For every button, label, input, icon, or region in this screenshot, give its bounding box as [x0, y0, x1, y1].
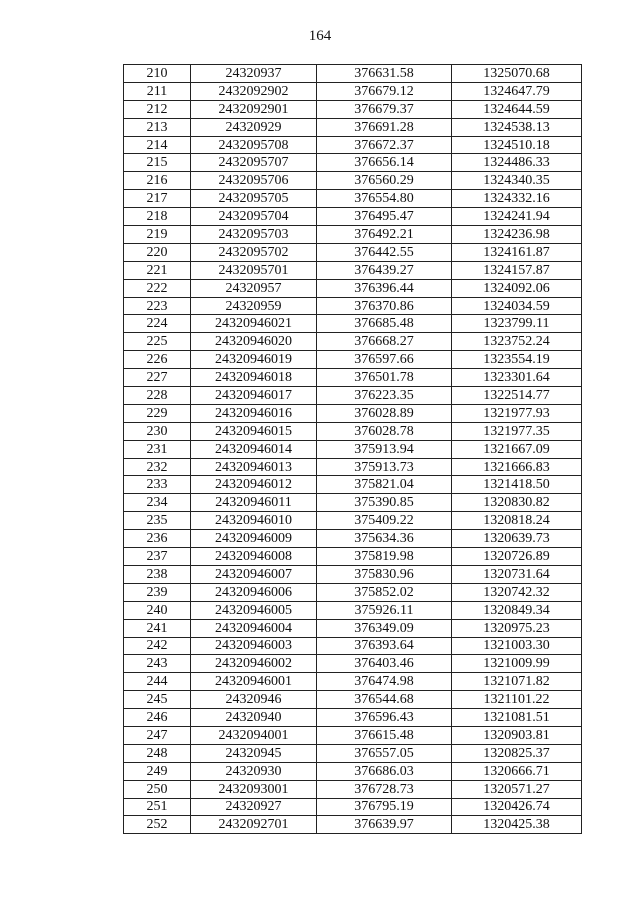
row-number-cell: 238 [124, 565, 191, 583]
y-coordinate-cell: 1320666.71 [452, 762, 582, 780]
y-coordinate-cell: 1321977.93 [452, 404, 582, 422]
row-number-cell: 234 [124, 494, 191, 512]
x-coordinate-cell: 375913.73 [317, 458, 452, 476]
point-id-cell: 2432092902 [191, 82, 317, 100]
page-number: 164 [308, 28, 332, 44]
table-row [124, 243, 582, 261]
table-row [124, 601, 582, 619]
y-coordinate-cell: 1320849.34 [452, 601, 582, 619]
x-coordinate-cell: 376639.97 [317, 816, 452, 834]
row-number-cell: 250 [124, 780, 191, 798]
x-coordinate-cell: 376597.66 [317, 351, 452, 369]
row-number-cell: 251 [124, 798, 191, 816]
x-coordinate-cell: 376596.43 [317, 709, 452, 727]
coordinates-table [123, 64, 582, 834]
y-coordinate-cell: 1320825.37 [452, 744, 582, 762]
x-coordinate-cell: 375913.94 [317, 440, 452, 458]
table-row [124, 136, 582, 154]
row-number-cell: 215 [124, 154, 191, 172]
x-coordinate-cell: 376223.35 [317, 387, 452, 405]
point-id-cell: 24320946004 [191, 619, 317, 637]
x-coordinate-cell: 376544.68 [317, 691, 452, 709]
point-id-cell: 2432095705 [191, 190, 317, 208]
point-id-cell: 24320946 [191, 691, 317, 709]
table-row [124, 369, 582, 387]
table-row [124, 780, 582, 798]
point-id-cell: 24320946010 [191, 512, 317, 530]
table-row [124, 548, 582, 566]
x-coordinate-cell: 376631.58 [317, 65, 452, 83]
table-row [124, 154, 582, 172]
x-coordinate-cell: 375634.36 [317, 530, 452, 548]
point-id-cell: 24320957 [191, 279, 317, 297]
table-row [124, 279, 582, 297]
table-row [124, 440, 582, 458]
y-coordinate-cell: 1321003.30 [452, 637, 582, 655]
y-coordinate-cell: 1324161.87 [452, 243, 582, 261]
table-row [124, 404, 582, 422]
x-coordinate-cell: 376492.21 [317, 226, 452, 244]
point-id-cell: 24320959 [191, 297, 317, 315]
row-number-cell: 226 [124, 351, 191, 369]
point-id-cell: 2432095701 [191, 261, 317, 279]
point-id-cell: 2432094001 [191, 726, 317, 744]
y-coordinate-cell: 1324236.98 [452, 226, 582, 244]
y-coordinate-cell: 1323799.11 [452, 315, 582, 333]
x-coordinate-cell: 376370.86 [317, 297, 452, 315]
x-coordinate-cell: 376672.37 [317, 136, 452, 154]
row-number-cell: 243 [124, 655, 191, 673]
point-id-cell: 24320946009 [191, 530, 317, 548]
x-coordinate-cell: 376396.44 [317, 279, 452, 297]
x-coordinate-cell: 376028.78 [317, 422, 452, 440]
table-row [124, 65, 582, 83]
table-row [124, 208, 582, 226]
point-id-cell: 24320946005 [191, 601, 317, 619]
y-coordinate-cell: 1320426.74 [452, 798, 582, 816]
y-coordinate-cell: 1320830.82 [452, 494, 582, 512]
y-coordinate-cell: 1320571.27 [452, 780, 582, 798]
point-id-cell: 24320930 [191, 762, 317, 780]
point-id-cell: 24320946015 [191, 422, 317, 440]
row-number-cell: 240 [124, 601, 191, 619]
row-number-cell: 239 [124, 583, 191, 601]
row-number-cell: 217 [124, 190, 191, 208]
table-row [124, 494, 582, 512]
row-number-cell: 246 [124, 709, 191, 727]
x-coordinate-cell: 376557.05 [317, 744, 452, 762]
x-coordinate-cell: 375390.85 [317, 494, 452, 512]
y-coordinate-cell: 1324647.79 [452, 82, 582, 100]
point-id-cell: 24320946016 [191, 404, 317, 422]
point-id-cell: 24320946020 [191, 333, 317, 351]
row-number-cell: 225 [124, 333, 191, 351]
y-coordinate-cell: 1324486.33 [452, 154, 582, 172]
row-number-cell: 222 [124, 279, 191, 297]
y-coordinate-cell: 1324340.35 [452, 172, 582, 190]
y-coordinate-cell: 1320731.64 [452, 565, 582, 583]
y-coordinate-cell: 1320639.73 [452, 530, 582, 548]
row-number-cell: 221 [124, 261, 191, 279]
table-row [124, 512, 582, 530]
x-coordinate-cell: 376474.98 [317, 673, 452, 691]
x-coordinate-cell: 375409.22 [317, 512, 452, 530]
x-coordinate-cell: 376560.29 [317, 172, 452, 190]
table-row [124, 691, 582, 709]
row-number-cell: 213 [124, 118, 191, 136]
table-row [124, 118, 582, 136]
x-coordinate-cell: 376615.48 [317, 726, 452, 744]
x-coordinate-cell: 375821.04 [317, 476, 452, 494]
x-coordinate-cell: 376495.47 [317, 208, 452, 226]
x-coordinate-cell: 375852.02 [317, 583, 452, 601]
row-number-cell: 214 [124, 136, 191, 154]
row-number-cell: 230 [124, 422, 191, 440]
table-row [124, 100, 582, 118]
row-number-cell: 232 [124, 458, 191, 476]
row-number-cell: 249 [124, 762, 191, 780]
y-coordinate-cell: 1320425.38 [452, 816, 582, 834]
x-coordinate-cell: 376668.27 [317, 333, 452, 351]
table-row [124, 333, 582, 351]
table-row [124, 226, 582, 244]
point-id-cell: 2432095706 [191, 172, 317, 190]
y-coordinate-cell: 1321667.09 [452, 440, 582, 458]
x-coordinate-cell: 375819.98 [317, 548, 452, 566]
table-row [124, 709, 582, 727]
point-id-cell: 24320946021 [191, 315, 317, 333]
y-coordinate-cell: 1324510.18 [452, 136, 582, 154]
point-id-cell: 2432093001 [191, 780, 317, 798]
x-coordinate-cell: 376501.78 [317, 369, 452, 387]
x-coordinate-cell: 376442.55 [317, 243, 452, 261]
table-row [124, 619, 582, 637]
point-id-cell: 24320946002 [191, 655, 317, 673]
point-id-cell: 24320946019 [191, 351, 317, 369]
row-number-cell: 229 [124, 404, 191, 422]
x-coordinate-cell: 376656.14 [317, 154, 452, 172]
point-id-cell: 24320946008 [191, 548, 317, 566]
y-coordinate-cell: 1320742.32 [452, 583, 582, 601]
table-row [124, 762, 582, 780]
row-number-cell: 244 [124, 673, 191, 691]
table-row [124, 351, 582, 369]
row-number-cell: 211 [124, 82, 191, 100]
y-coordinate-cell: 1320903.81 [452, 726, 582, 744]
x-coordinate-cell: 376679.37 [317, 100, 452, 118]
y-coordinate-cell: 1321071.82 [452, 673, 582, 691]
table-row [124, 82, 582, 100]
table-row [124, 816, 582, 834]
y-coordinate-cell: 1321101.22 [452, 691, 582, 709]
x-coordinate-cell: 375926.11 [317, 601, 452, 619]
table-body [124, 65, 582, 834]
x-coordinate-cell: 376685.48 [317, 315, 452, 333]
point-id-cell: 2432095702 [191, 243, 317, 261]
point-id-cell: 2432092701 [191, 816, 317, 834]
table-row [124, 673, 582, 691]
row-number-cell: 237 [124, 548, 191, 566]
y-coordinate-cell: 1323554.19 [452, 351, 582, 369]
y-coordinate-cell: 1324034.59 [452, 297, 582, 315]
y-coordinate-cell: 1320975.23 [452, 619, 582, 637]
point-id-cell: 24320946013 [191, 458, 317, 476]
x-coordinate-cell: 376403.46 [317, 655, 452, 673]
table-row [124, 565, 582, 583]
table-row [124, 744, 582, 762]
row-number-cell: 252 [124, 816, 191, 834]
row-number-cell: 242 [124, 637, 191, 655]
x-coordinate-cell: 376393.64 [317, 637, 452, 655]
y-coordinate-cell: 1324241.94 [452, 208, 582, 226]
table-row [124, 387, 582, 405]
point-id-cell: 24320945 [191, 744, 317, 762]
row-number-cell: 212 [124, 100, 191, 118]
row-number-cell: 245 [124, 691, 191, 709]
row-number-cell: 231 [124, 440, 191, 458]
x-coordinate-cell: 376554.80 [317, 190, 452, 208]
table-row [124, 261, 582, 279]
row-number-cell: 241 [124, 619, 191, 637]
row-number-cell: 235 [124, 512, 191, 530]
table-row [124, 190, 582, 208]
y-coordinate-cell: 1324157.87 [452, 261, 582, 279]
x-coordinate-cell: 376686.03 [317, 762, 452, 780]
row-number-cell: 228 [124, 387, 191, 405]
point-id-cell: 2432095703 [191, 226, 317, 244]
y-coordinate-cell: 1324538.13 [452, 118, 582, 136]
x-coordinate-cell: 376439.27 [317, 261, 452, 279]
y-coordinate-cell: 1321666.83 [452, 458, 582, 476]
table-row [124, 315, 582, 333]
row-number-cell: 220 [124, 243, 191, 261]
table-row [124, 476, 582, 494]
point-id-cell: 24320946018 [191, 369, 317, 387]
row-number-cell: 216 [124, 172, 191, 190]
x-coordinate-cell: 376795.19 [317, 798, 452, 816]
point-id-cell: 24320946012 [191, 476, 317, 494]
table-row [124, 297, 582, 315]
y-coordinate-cell: 1323301.64 [452, 369, 582, 387]
x-coordinate-cell: 376028.89 [317, 404, 452, 422]
row-number-cell: 247 [124, 726, 191, 744]
table-row [124, 172, 582, 190]
point-id-cell: 24320937 [191, 65, 317, 83]
table-row [124, 422, 582, 440]
row-number-cell: 224 [124, 315, 191, 333]
y-coordinate-cell: 1324644.59 [452, 100, 582, 118]
point-id-cell: 24320946006 [191, 583, 317, 601]
point-id-cell: 24320929 [191, 118, 317, 136]
point-id-cell: 24320946011 [191, 494, 317, 512]
point-id-cell: 2432095707 [191, 154, 317, 172]
row-number-cell: 223 [124, 297, 191, 315]
row-number-cell: 210 [124, 65, 191, 83]
table-row [124, 637, 582, 655]
y-coordinate-cell: 1321418.50 [452, 476, 582, 494]
row-number-cell: 218 [124, 208, 191, 226]
point-id-cell: 24320927 [191, 798, 317, 816]
y-coordinate-cell: 1324092.06 [452, 279, 582, 297]
point-id-cell: 2432095708 [191, 136, 317, 154]
point-id-cell: 24320946007 [191, 565, 317, 583]
point-id-cell: 24320940 [191, 709, 317, 727]
row-number-cell: 248 [124, 744, 191, 762]
point-id-cell: 24320946017 [191, 387, 317, 405]
table-row [124, 583, 582, 601]
y-coordinate-cell: 1321009.99 [452, 655, 582, 673]
x-coordinate-cell: 376728.73 [317, 780, 452, 798]
y-coordinate-cell: 1323752.24 [452, 333, 582, 351]
y-coordinate-cell: 1320726.89 [452, 548, 582, 566]
point-id-cell: 2432095704 [191, 208, 317, 226]
table-row [124, 726, 582, 744]
point-id-cell: 24320946014 [191, 440, 317, 458]
x-coordinate-cell: 375830.96 [317, 565, 452, 583]
row-number-cell: 219 [124, 226, 191, 244]
y-coordinate-cell: 1321977.35 [452, 422, 582, 440]
x-coordinate-cell: 376679.12 [317, 82, 452, 100]
y-coordinate-cell: 1324332.16 [452, 190, 582, 208]
y-coordinate-cell: 1320818.24 [452, 512, 582, 530]
table-row [124, 530, 582, 548]
table-row [124, 798, 582, 816]
y-coordinate-cell: 1322514.77 [452, 387, 582, 405]
row-number-cell: 236 [124, 530, 191, 548]
row-number-cell: 227 [124, 369, 191, 387]
table-row [124, 655, 582, 673]
y-coordinate-cell: 1321081.51 [452, 709, 582, 727]
table-row [124, 458, 582, 476]
y-coordinate-cell: 1325070.68 [452, 65, 582, 83]
point-id-cell: 24320946001 [191, 673, 317, 691]
point-id-cell: 2432092901 [191, 100, 317, 118]
row-number-cell: 233 [124, 476, 191, 494]
x-coordinate-cell: 376691.28 [317, 118, 452, 136]
x-coordinate-cell: 376349.09 [317, 619, 452, 637]
point-id-cell: 24320946003 [191, 637, 317, 655]
